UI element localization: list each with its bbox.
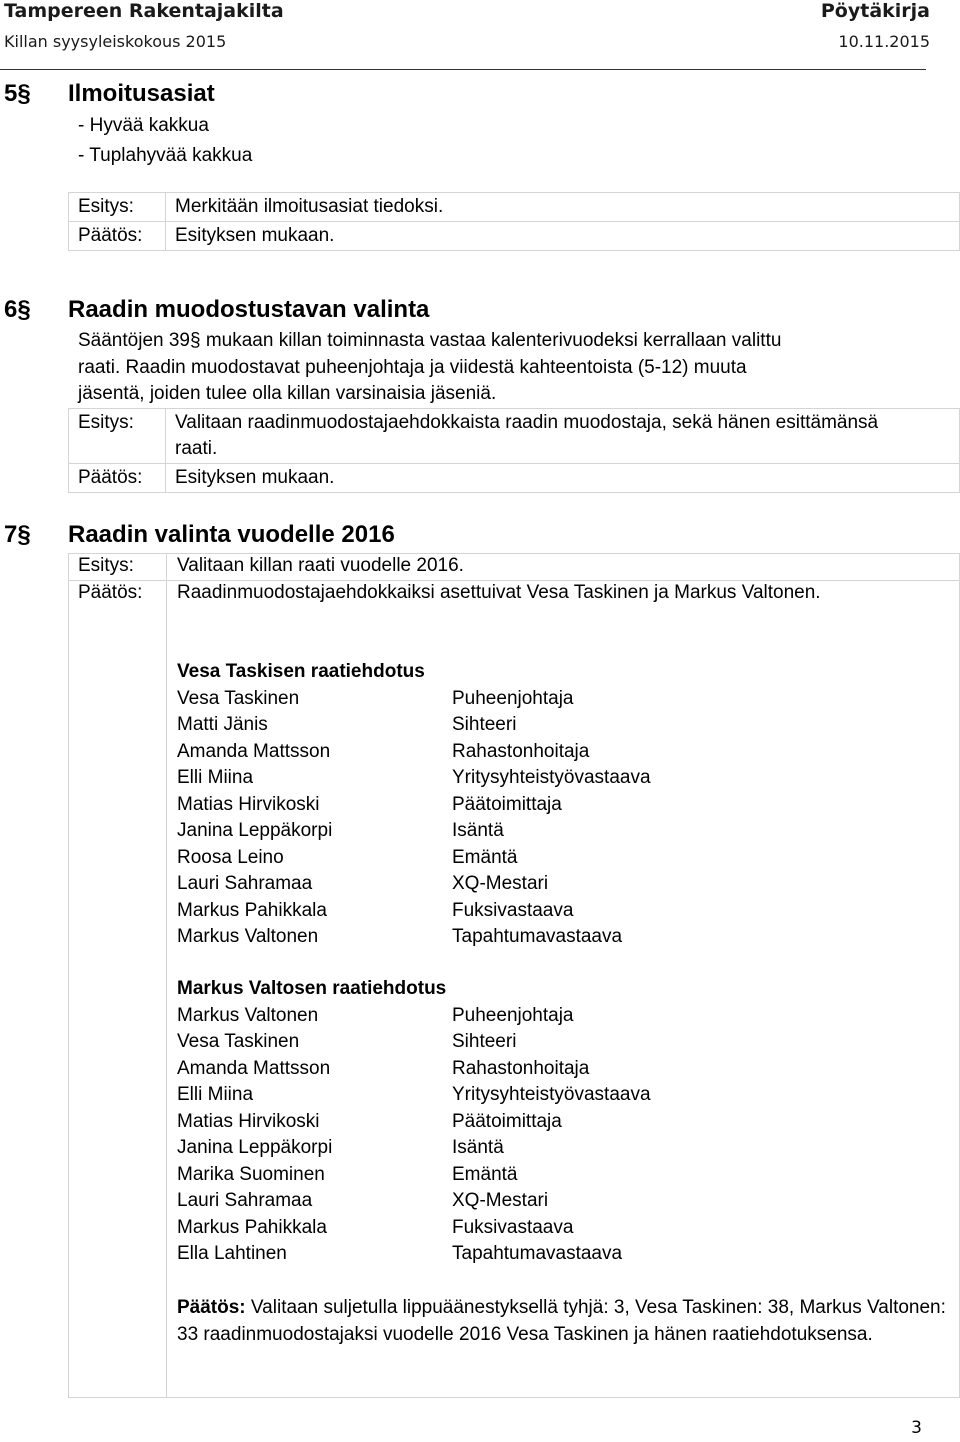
paatos-text: Esityksen mukaan. bbox=[166, 464, 960, 493]
member-role: Puheenjohtaja bbox=[452, 1004, 574, 1026]
meeting-name: Killan syysyleiskokous 2015 bbox=[4, 32, 227, 51]
esitys-label: Esitys: bbox=[69, 409, 166, 464]
member-name: Amanda Mattsson bbox=[177, 1057, 331, 1079]
section-5-item: - Hyvää kakkua bbox=[78, 115, 209, 136]
member-name: Elli Miina bbox=[177, 1084, 254, 1105]
proposal-title: Markus Valtosen raatiehdotus bbox=[177, 978, 447, 999]
member-name: Markus Pahikkala bbox=[177, 1216, 327, 1238]
member-role: Isäntä bbox=[452, 1137, 504, 1158]
member-name: Janina Leppäkorpi bbox=[177, 820, 333, 841]
member-name: Matti Jänis bbox=[177, 714, 268, 735]
member-name: Lauri Sahramaa bbox=[177, 1190, 313, 1211]
paatos-label: Päätös: bbox=[69, 222, 166, 251]
member-role: Päätoimittaja bbox=[452, 1110, 562, 1132]
proposal-row bbox=[177, 1056, 651, 1083]
member-name: Vesa Taskinen bbox=[177, 1031, 300, 1052]
proposal-row bbox=[177, 1162, 651, 1189]
header-top-row bbox=[4, 0, 930, 22]
esitys-text: Valitaan killan raati vuodelle 2016. bbox=[177, 555, 464, 576]
final-decision-text: Valitaan suljetulla lippuäänestyksellä tyhjä: 3, Vesa Taskinen: 38, Markus Valtonen: 33 raadinmuodostajaksi vuodelle 2016 Vesa Taskinen ja hänen raatiehdotuksensa. bbox=[177, 1297, 946, 1345]
proposal-row bbox=[177, 1029, 651, 1056]
proposal-row bbox=[177, 1003, 651, 1030]
proposal-row bbox=[177, 712, 651, 739]
member-role: Emäntä bbox=[452, 1163, 518, 1185]
member-role: Emäntä bbox=[452, 846, 518, 868]
proposal-row bbox=[177, 1241, 651, 1268]
member-name: Amanda Mattsson bbox=[177, 740, 331, 762]
member-name: Matias Hirvikoski bbox=[177, 793, 320, 815]
proposal-row bbox=[177, 686, 651, 713]
proposal-row bbox=[177, 792, 651, 819]
member-role: XQ-Mestari bbox=[452, 873, 549, 894]
member-name: Matias Hirvikoski bbox=[177, 1110, 320, 1132]
section-5-decision-table bbox=[68, 192, 960, 251]
esitys-row bbox=[69, 193, 960, 222]
member-role: Rahastonhoitaja bbox=[452, 1057, 590, 1079]
candidate-proposal-2 bbox=[177, 976, 651, 1268]
member-role: Päätoimittaja bbox=[452, 793, 562, 815]
section-6-text-line: jäsentä, joiden tulee olla killan varsinaisia jäseniä. bbox=[78, 383, 497, 404]
proposal-row bbox=[177, 818, 651, 845]
section-5-heading: Ilmoitusasiat bbox=[68, 80, 215, 107]
section-7-number: 7§ bbox=[4, 521, 31, 548]
proposal-row bbox=[177, 765, 651, 792]
section-6-text-line: Sääntöjen 39§ mukaan killan toiminnasta vastaa kalenterivuodeksi kerrallaan valittu bbox=[78, 330, 782, 351]
header-divider bbox=[0, 69, 926, 70]
member-name: Markus Valtonen bbox=[177, 1004, 319, 1026]
doc-type: Pöytäkirja bbox=[820, 0, 930, 22]
esitys-text: Merkitään ilmoitusasiat tiedoksi. bbox=[166, 193, 960, 222]
section-5-number: 5§ bbox=[4, 80, 31, 107]
paatos-label: Päätös: bbox=[78, 582, 143, 603]
proposal-row bbox=[177, 739, 651, 766]
proposal-row bbox=[177, 1082, 651, 1109]
member-role: XQ-Mestari bbox=[452, 1190, 549, 1211]
member-name: Elli Miina bbox=[177, 767, 254, 788]
proposal-row bbox=[177, 1135, 651, 1162]
section-6-decision-table bbox=[68, 408, 960, 493]
section-7-title bbox=[4, 521, 395, 549]
header-bottom-row bbox=[4, 32, 930, 51]
proposal-row bbox=[177, 1109, 651, 1136]
member-role: Puheenjohtaja bbox=[452, 687, 574, 709]
final-decision bbox=[177, 1294, 949, 1348]
member-name: Lauri Sahramaa bbox=[177, 873, 313, 894]
member-name: Janina Leppäkorpi bbox=[177, 1137, 333, 1158]
section-6-title bbox=[4, 296, 429, 324]
final-decision-label: Päätös: bbox=[177, 1297, 246, 1318]
member-role: Isäntä bbox=[452, 820, 504, 841]
proposal-row bbox=[177, 1188, 651, 1215]
esitys-row bbox=[69, 409, 960, 464]
member-role: Rahastonhoitaja bbox=[452, 740, 590, 762]
section-6-number: 6§ bbox=[4, 296, 31, 323]
proposal-row bbox=[177, 845, 651, 872]
org-name: Tampereen Rakentajakilta bbox=[4, 0, 284, 22]
paatos-row bbox=[69, 464, 960, 493]
member-role: Sihteeri bbox=[452, 1031, 517, 1052]
page-number: 3 bbox=[911, 1418, 922, 1438]
proposal-row bbox=[177, 924, 651, 951]
esitys-label: Esitys: bbox=[78, 555, 134, 576]
paatos-text: Raadinmuodostajaehdokkaiksi asettuivat Vesa Taskinen ja Markus Valtonen. bbox=[177, 582, 821, 603]
section-5-item: - Tuplahyvää kakkua bbox=[78, 145, 253, 166]
esitys-label: Esitys: bbox=[69, 193, 166, 222]
meeting-date: 10.11.2015 bbox=[838, 32, 930, 51]
member-role: Tapahtumavastaava bbox=[452, 1243, 623, 1264]
paatos-text: Esityksen mukaan. bbox=[166, 222, 960, 251]
member-role: Yritysyhteistyövastaava bbox=[452, 767, 651, 788]
member-role: Sihteeri bbox=[452, 714, 517, 735]
proposal-row bbox=[177, 898, 651, 925]
section-5-title bbox=[4, 80, 215, 108]
proposal-row bbox=[177, 871, 651, 898]
member-role: Tapahtumavastaava bbox=[452, 926, 623, 947]
proposal-row bbox=[177, 1215, 651, 1242]
candidate-proposal-1 bbox=[177, 659, 651, 951]
proposal-title: Vesa Taskisen raatiehdotus bbox=[177, 661, 425, 682]
member-name: Vesa Taskinen bbox=[177, 687, 300, 709]
section-6-heading: Raadin muodostustavan valinta bbox=[68, 296, 430, 323]
member-name: Marika Suominen bbox=[177, 1163, 325, 1185]
paatos-row bbox=[69, 222, 960, 251]
member-name: Ella Lahtinen bbox=[177, 1243, 287, 1264]
esitys-text: Valitaan raadinmuodostajaehdokkaista raadin muodostaja, sekä hänen esittämänsä raati. bbox=[166, 409, 960, 464]
column-divider bbox=[166, 554, 167, 1397]
member-name: Markus Pahikkala bbox=[177, 899, 327, 921]
section-6-text-line: raati. Raadin muodostavat puheenjohtaja ja viidestä kahteentoista (5-12) muuta bbox=[78, 357, 747, 378]
section-7-heading: Raadin valinta vuodelle 2016 bbox=[68, 521, 395, 548]
member-name: Roosa Leino bbox=[177, 846, 284, 868]
member-role: Yritysyhteistyövastaava bbox=[452, 1084, 651, 1105]
member-role: Fuksivastaava bbox=[452, 1216, 574, 1238]
paatos-label: Päätös: bbox=[69, 464, 166, 493]
member-role: Fuksivastaava bbox=[452, 899, 574, 921]
member-name: Markus Valtonen bbox=[177, 926, 319, 947]
